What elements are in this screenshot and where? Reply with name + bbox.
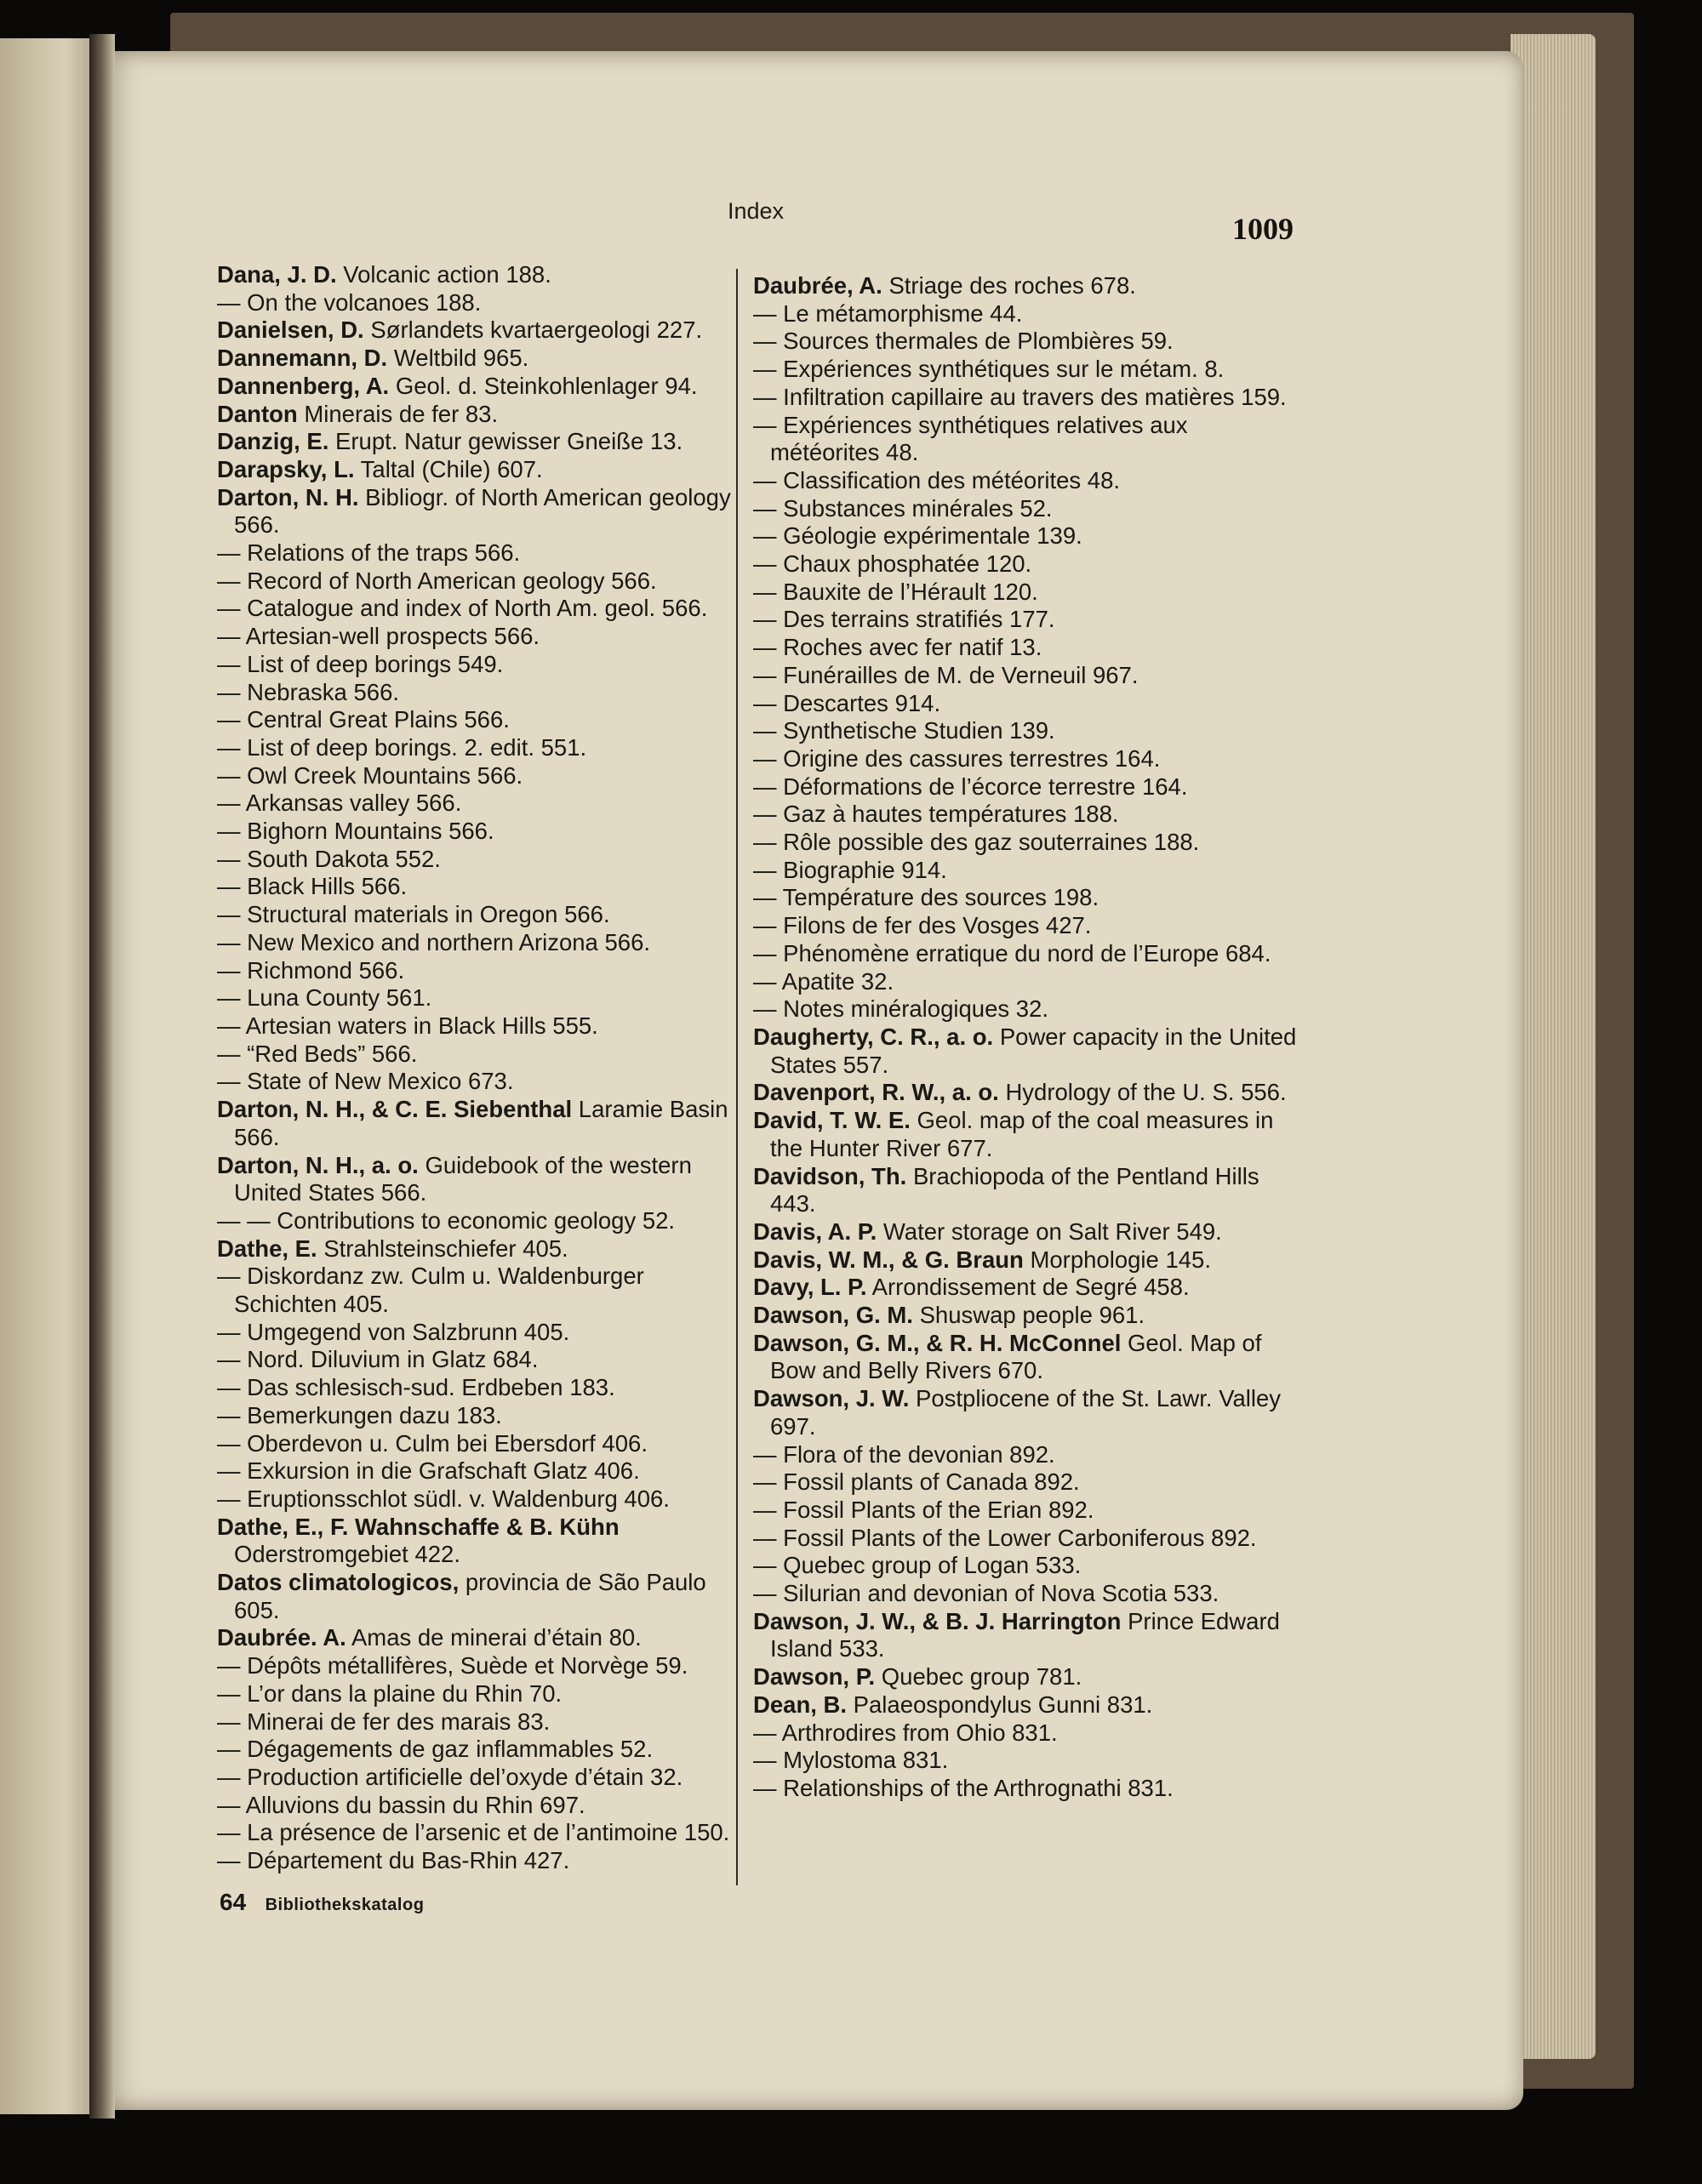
page-edges (1511, 34, 1596, 2059)
index-entry (753, 745, 1298, 773)
index-entry (753, 550, 1298, 579)
index-column-left (217, 261, 736, 1875)
entry-title: — Oberdevon u. Culm bei Ebersdorf 406. (217, 1429, 648, 1457)
index-entry (753, 1747, 1298, 1775)
index-entry (753, 1024, 1298, 1079)
entry-title: Brachiopoda of the Pentland Hills 443. (770, 1162, 1259, 1217)
entry-title: — Sources thermales de Plombières 59. (753, 328, 1174, 355)
index-entry (753, 522, 1298, 550)
entry-title: Volcanic action 188. (343, 261, 551, 288)
index-entry (753, 1079, 1298, 1107)
entry-author: Darton, N. H., a. o. (217, 1151, 419, 1178)
entry-author: David, T. W. E. (753, 1107, 911, 1134)
entry-author: Daubrée, A. (753, 272, 882, 299)
entry-title: — Bighorn Mountains 566. (217, 818, 494, 845)
entry-author: Dannemann, D. (217, 345, 388, 372)
index-entry (753, 801, 1298, 829)
index-entry (217, 984, 736, 1012)
entry-title: — Origine des cassures terrestres 164. (753, 744, 1161, 772)
index-entry (753, 495, 1298, 523)
index-entry (753, 1663, 1298, 1691)
index-entry (217, 1152, 736, 1207)
entry-title: — Flora of the devonian 892. (753, 1440, 1055, 1468)
entry-title: — Das schlesisch-sud. Erdbeben 183. (217, 1374, 615, 1401)
entry-title: — List of deep borings 549. (217, 650, 504, 677)
entry-title: — Central Great Plains 566. (217, 706, 510, 733)
index-entry (753, 1552, 1298, 1580)
entry-title: Geol. map of the coal measures in the Hunter River 677. (770, 1107, 1274, 1161)
index-entry (217, 567, 736, 596)
index-entry (217, 706, 736, 734)
entry-title: — State of New Mexico 673. (217, 1068, 514, 1095)
entry-title: — Nord. Diluvium in Glatz 684. (217, 1346, 539, 1373)
index-entry (753, 1302, 1298, 1330)
entry-title: — Relationships of the Arthrognathi 831. (753, 1774, 1174, 1801)
entry-title: — Température des sources 198. (753, 884, 1099, 911)
entry-author: Dean, B. (753, 1691, 848, 1718)
index-entry (217, 679, 736, 707)
index-entry (217, 1652, 736, 1680)
index-entry (753, 884, 1298, 912)
entry-author: Danielsen, D. (217, 316, 364, 344)
index-entry (217, 1457, 736, 1485)
entry-title: — “Red Beds” 566. (217, 1040, 418, 1067)
index-entry (217, 873, 736, 901)
entry-title: Oderstromgebiet 422. (234, 1541, 460, 1568)
entry-title: — Catalogue and index of North Am. geol. 566. (217, 595, 708, 622)
index-entry (753, 995, 1298, 1024)
entry-title: Sørlandets kvartaergeologi 227. (370, 316, 703, 344)
entry-author: Davis, A. P. (753, 1217, 877, 1245)
entry-author: Dawson, P. (753, 1663, 876, 1691)
entry-title: Prince Edward Island 533. (770, 1607, 1280, 1662)
index-entry (217, 1041, 736, 1069)
index-entry (753, 857, 1298, 885)
index-entry (217, 539, 736, 567)
page-number: 1009 (1232, 212, 1294, 246)
index-entry (753, 356, 1298, 384)
entry-author: Darapsky, L. (217, 455, 355, 482)
entry-title: — Rôle possible des gaz souterraines 188. (753, 829, 1200, 856)
index-entry (753, 1163, 1298, 1218)
index-entry (217, 484, 736, 539)
index-entry (753, 662, 1298, 690)
entry-title: Geol. Map of Bow and Belly Rivers 670. (770, 1329, 1262, 1384)
index-entry (753, 300, 1298, 328)
entry-title: — Filons de fer des Vosges 427. (753, 912, 1092, 939)
index-entry (217, 1402, 736, 1430)
index-entry (217, 1263, 736, 1318)
entry-title: Amas de minerai d’étain 80. (351, 1624, 642, 1651)
index-entry (217, 1235, 736, 1263)
entry-author: Daugherty, C. R., a. o. (753, 1023, 994, 1050)
entry-title: — Record of North American geology 566. (217, 567, 657, 594)
entry-author: Davenport, R. W., a. o. (753, 1079, 999, 1106)
signature-number: 64 (220, 1889, 247, 1915)
index-entry (217, 316, 736, 345)
entry-title: — Département du Bas-Rhin 427. (217, 1847, 570, 1874)
entry-title: — South Dakota 552. (217, 845, 441, 872)
index-entry (753, 634, 1298, 662)
entry-title: — Infiltration capillaire au travers des matières 159. (753, 383, 1287, 410)
index-entry (753, 1608, 1298, 1663)
running-head: Index (728, 198, 785, 224)
index-entry (753, 717, 1298, 745)
entry-title: — Funérailles de M. de Verneuil 967. (753, 661, 1139, 688)
entry-author: Davy, L. P. (753, 1274, 867, 1301)
entry-title: — Silurian and devonian of Nova Scotia 533. (753, 1580, 1219, 1607)
entry-title: Shuswap people 961. (919, 1302, 1145, 1329)
printer-signature (220, 1889, 424, 1916)
entry-title: — Artesian-well prospects 566. (217, 623, 540, 650)
entry-author: Dathe, E., F. Wahnschaffe & B. Kühn (217, 1513, 620, 1540)
index-entry (217, 1680, 736, 1708)
index-entry (753, 606, 1298, 634)
entry-title: — Notes minéralogiques 32. (753, 995, 1048, 1023)
entry-author: Dawson, J. W., & B. J. Harrington (753, 1607, 1122, 1634)
entry-title: — Arkansas valley 566. (217, 790, 462, 817)
entry-title: — Descartes 914. (753, 689, 941, 716)
entry-title: — Synthetische Studien 139. (753, 717, 1055, 744)
index-entry (217, 1708, 736, 1736)
index-entry (217, 623, 736, 651)
index-entry (217, 1764, 736, 1792)
entry-title: Hydrology of the U. S. 556. (1005, 1079, 1287, 1106)
entry-title: — Apatite 32. (753, 967, 894, 995)
entry-title: — List of deep borings. 2. edit. 551. (217, 733, 587, 761)
index-column-right (753, 272, 1298, 1803)
entry-title: — Fossil Plants of the Erian 892. (753, 1496, 1094, 1523)
entry-title: — — Contributions to economic geology 52. (217, 1206, 676, 1234)
index-entry (217, 957, 736, 985)
index-entry (753, 968, 1298, 996)
index-entry (217, 790, 736, 818)
index-entry (217, 1430, 736, 1458)
entry-title: — Bemerkungen dazu 183. (217, 1401, 502, 1428)
entry-title: — L’or dans la plaine du Rhin 70. (217, 1679, 563, 1707)
index-entry (753, 1468, 1298, 1497)
index-entry (217, 1485, 736, 1514)
index-entry (217, 818, 736, 846)
entry-author: Danton (217, 400, 298, 427)
entry-author: Darton, N. H. (217, 483, 359, 510)
book-gutter (89, 34, 115, 2118)
index-entry (217, 1792, 736, 1820)
entry-author: Datos climatologicos, (217, 1569, 460, 1596)
index-entry (217, 289, 736, 317)
entry-author: Davidson, Th. (753, 1162, 907, 1189)
entry-title: — Roches avec fer natif 13. (753, 634, 1042, 661)
index-entry (753, 1580, 1298, 1608)
entry-author: Daubrée. A. (217, 1624, 346, 1651)
index-entry (217, 1847, 736, 1875)
index-entry (753, 328, 1298, 356)
index-entry (753, 384, 1298, 412)
entry-author: Dawson, G. M., & R. H. McConnel (753, 1329, 1122, 1356)
entry-title: — Substances minérales 52. (753, 494, 1053, 522)
entry-title: — Alluvions du bassin du Rhin 697. (217, 1791, 585, 1818)
entry-title: — Déformations de l’écorce terrestre 164. (753, 773, 1188, 800)
entry-title: — Artesian waters in Black Hills 555. (217, 1012, 598, 1039)
entry-title: Striage des roches 678. (888, 272, 1136, 299)
entry-title: — Expériences synthétiques relatives aux météorites 48. (753, 411, 1188, 466)
index-entry (753, 579, 1298, 607)
entry-title: Geol. d. Steinkohlenlager 94. (395, 372, 698, 399)
index-entry (217, 1319, 736, 1347)
index-entry (217, 1624, 736, 1652)
index-entry (217, 428, 736, 456)
entry-title: — Black Hills 566. (217, 873, 408, 900)
index-entry (753, 1775, 1298, 1803)
entry-title: — Expériences synthétiques sur le métam. 8. (753, 356, 1225, 383)
entry-title: Strahlsteinschiefer 405. (323, 1235, 568, 1262)
entry-author: Dannenberg, A. (217, 372, 390, 399)
entry-title: Guidebook of the western United States 566. (234, 1151, 692, 1206)
entry-title: — On the volcanoes 188. (217, 288, 482, 316)
entry-title: — Umgegend von Salzbrunn 405. (217, 1318, 570, 1345)
index-entry (753, 467, 1298, 495)
index-entry (217, 1514, 736, 1569)
index-entry (217, 1736, 736, 1764)
index-entry (753, 940, 1298, 968)
entry-title: — Minerai de fer des marais 83. (217, 1708, 551, 1735)
entry-title: Power capacity in the United States 557. (770, 1023, 1297, 1078)
entry-title: — Bauxite de l’Hérault 120. (753, 578, 1038, 605)
entry-title: Postpliocene of the St. Lawr. Valley 697. (770, 1385, 1282, 1440)
index-entry (217, 1346, 736, 1374)
entry-title: Bibliogr. of North American geology 566. (234, 483, 731, 539)
entry-title: — Diskordanz zw. Culm u. Waldenburger Schichten 405. (217, 1263, 644, 1318)
index-entry (753, 1107, 1298, 1162)
entry-title: — La présence de l’arsenic et de l’antimoine 150. (217, 1819, 730, 1846)
index-entry (217, 1207, 736, 1235)
entry-title: — Chaux phosphatée 120. (753, 550, 1032, 578)
index-entry (217, 734, 736, 762)
index-entry (753, 690, 1298, 718)
index-entry (217, 1096, 736, 1151)
entry-title: — Gaz à hautes températures 188. (753, 801, 1119, 828)
entry-title: Laramie Basin 566. (234, 1096, 728, 1150)
index-entry (217, 1374, 736, 1402)
entry-title: — Dégagements de gaz inflammables 52. (217, 1736, 654, 1763)
index-entry (217, 901, 736, 929)
entry-title: — Géologie expérimentale 139. (753, 522, 1082, 550)
entry-title: — Le métamorphisme 44. (753, 299, 1023, 327)
entry-title: — Fossil Plants of the Lower Carboniferous 892. (753, 1524, 1257, 1551)
entry-title: — Relations of the traps 566. (217, 539, 521, 567)
index-entry (753, 1330, 1298, 1385)
index-entry (753, 1441, 1298, 1469)
index-entry (753, 912, 1298, 940)
index-entry (753, 1218, 1298, 1246)
index-entry (217, 373, 736, 401)
entry-title: — Structural materials in Oregon 566. (217, 901, 610, 928)
index-entry (753, 773, 1298, 801)
index-entry (753, 829, 1298, 857)
entry-title: — Mylostoma 831. (753, 1747, 949, 1774)
index-entry (217, 1068, 736, 1096)
index-entry (217, 401, 736, 429)
index-entry (217, 1819, 736, 1847)
index-entry (217, 762, 736, 790)
entry-title: — Eruptionsschlot südl. v. Waldenburg 406. (217, 1485, 670, 1512)
entry-title: — Luna County 561. (217, 984, 432, 1012)
entry-title: — New Mexico and northern Arizona 566. (217, 928, 651, 955)
entry-title: Water storage on Salt River 549. (882, 1217, 1222, 1245)
entry-author: Dawson, J. W. (753, 1385, 910, 1412)
index-entry (753, 1274, 1298, 1302)
entry-title: Arrondissement de Segré 458. (871, 1274, 1190, 1301)
index-entry (217, 595, 736, 623)
index-entry (753, 1525, 1298, 1553)
index-entry (753, 1385, 1298, 1440)
column-divider (736, 269, 738, 1885)
entry-title: Taltal (Chile) 607. (360, 455, 543, 482)
entry-author: Danzig, E. (217, 428, 329, 455)
entry-title: — Richmond 566. (217, 956, 405, 984)
index-entry (753, 1719, 1298, 1748)
index-entry (753, 1246, 1298, 1274)
entry-title: — Biographie 914. (753, 856, 947, 883)
entry-title: — Phénomène erratique du nord de l’Europe 684. (753, 939, 1271, 967)
entry-title: — Dépôts métallifères, Suède et Norvège 59. (217, 1652, 688, 1679)
entry-title: — Classification des météorites 48. (753, 466, 1121, 493)
index-entry (217, 929, 736, 957)
entry-title: — Production artificielle del’oxyde d’étain 32. (217, 1763, 683, 1790)
entry-title: Weltbild 965. (393, 345, 529, 372)
entry-title: Palaeospondylus Gunni 831. (853, 1691, 1153, 1718)
entry-title: Minerais de fer 83. (304, 400, 499, 427)
entry-title: provincia de São Paulo 605. (234, 1569, 706, 1623)
entry-title: — Quebec group of Logan 533. (753, 1552, 1082, 1579)
index-entry (753, 272, 1298, 300)
index-entry (753, 1497, 1298, 1525)
entry-title: — Nebraska 566. (217, 678, 399, 705)
entry-title: Quebec group 781. (881, 1663, 1082, 1691)
entry-title: Morphologie 145. (1030, 1246, 1211, 1273)
index-entry (217, 261, 736, 289)
index-entry (217, 345, 736, 373)
entry-author: Dana, J. D. (217, 261, 337, 288)
index-entry (217, 1012, 736, 1041)
entry-title: — Arthrodires from Ohio 831. (753, 1719, 1058, 1746)
index-entry (753, 412, 1298, 467)
index-entry (217, 651, 736, 679)
entry-title: — Owl Creek Mountains 566. (217, 761, 523, 789)
entry-title: — Fossil plants of Canada 892. (753, 1468, 1080, 1496)
entry-author: Dathe, E. (217, 1235, 317, 1262)
index-entry (217, 1569, 736, 1624)
entry-author: Darton, N. H., & C. E. Siebenthal (217, 1096, 573, 1123)
entry-title: — Exkursion in die Grafschaft Glatz 406. (217, 1457, 640, 1485)
index-entry (217, 846, 736, 874)
entry-author: Dawson, G. M. (753, 1302, 913, 1329)
index-entry (217, 456, 736, 484)
entry-author: Davis, W. M., & G. Braun (753, 1246, 1024, 1273)
entry-title: — Des terrains stratifiés 177. (753, 606, 1055, 633)
entry-title: Erupt. Natur gewisser Gneiße 13. (335, 428, 683, 455)
index-entry (753, 1691, 1298, 1719)
signature-title: Bibliothekskatalog (265, 1896, 425, 1914)
